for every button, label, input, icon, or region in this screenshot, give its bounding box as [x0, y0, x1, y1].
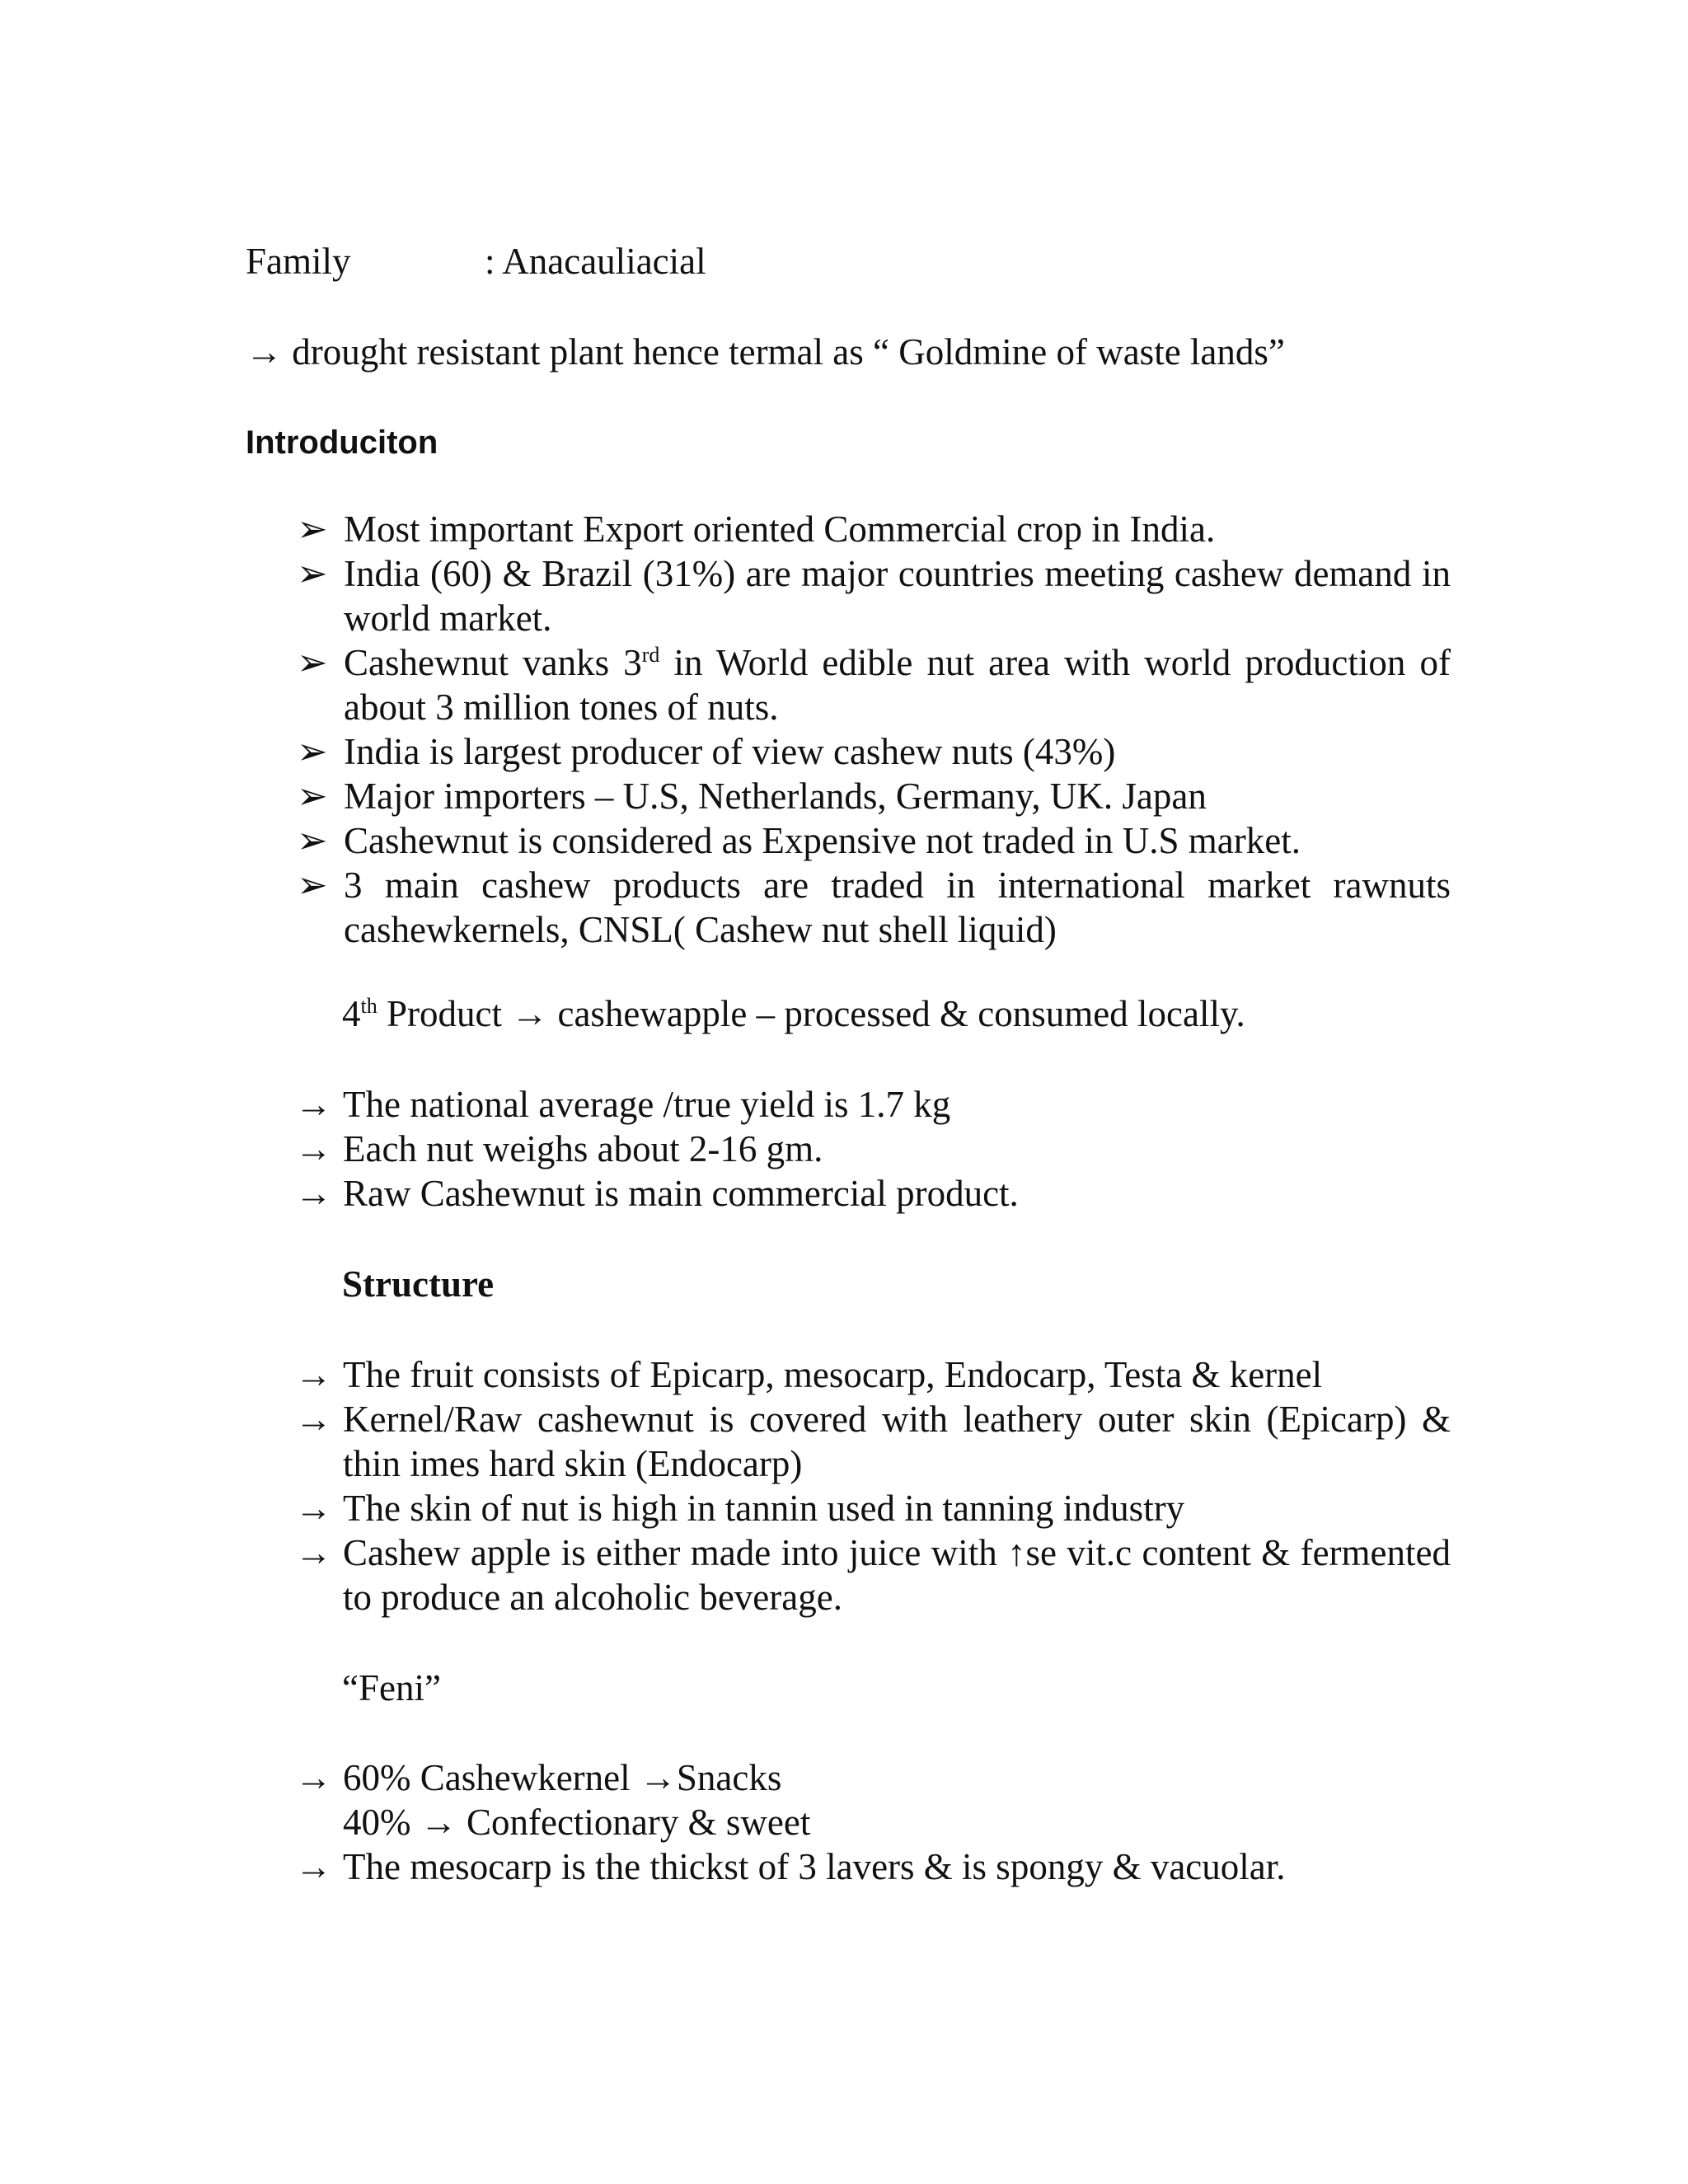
bullet-item: ➢ 3 main cashew products are traded in international market rawnuts cashewkernels, CNSL( Cashew nut shell liquid) [297, 865, 1451, 950]
uses-subline: 40% → Confectionary & sweet [343, 1802, 811, 1843]
structure-heading: Structure [342, 1263, 495, 1305]
right-arrow-icon: → [295, 1354, 332, 1395]
bullet-arrow-icon: ➢ [297, 865, 328, 906]
intro-heading: Introduciton [246, 424, 438, 461]
structure-item: → Kernel/Raw cashewnut is covered with leathery outer skin (Epicarp) & thin imes hard skin (Endocarp) [295, 1399, 1451, 1484]
fact-item: → The national average /true yield is 1.7 kg [295, 1084, 951, 1125]
bullet-arrow-icon: ➢ [297, 820, 328, 861]
right-arrow-icon: → [295, 1084, 332, 1125]
family-label: Family [246, 241, 351, 282]
intro-note: → drought resistant plant hence termal as “ Goldmine of waste lands” [246, 331, 1285, 373]
right-arrow-icon: → [295, 1128, 332, 1169]
family-row [246, 239, 706, 284]
feni-label: “Feni” [342, 1667, 441, 1708]
structure-item: → The fruit consists of Epicarp, mesocarp, Endocarp, Testa & kernel [295, 1354, 1323, 1395]
right-arrow-icon: → [295, 1846, 332, 1887]
bullet-item: ➢ Cashewnut is considered as Expensive not traded in U.S market. [297, 820, 1301, 861]
uses-item: → 60% Cashewkernel →Snacks [295, 1757, 782, 1798]
family-value: : Anacauliacial [485, 241, 706, 282]
uses-item: → The mesocarp is the thickst of 3 lavers & is spongy & vacuolar. [295, 1846, 1286, 1887]
right-arrow-icon: → [295, 1757, 332, 1798]
right-arrow-icon: → [295, 1399, 332, 1440]
bullet-arrow-icon: ➢ [297, 731, 328, 772]
right-arrow-icon: → [295, 1532, 332, 1573]
facts-list [295, 1082, 1451, 1216]
fourth-product-line: 4th Product → cashewapple – processed & consumed locally. [342, 993, 1245, 1034]
fact-item: → Raw Cashewnut is main commercial product. [295, 1173, 1019, 1214]
bullet-item: ➢ India (60) & Brazil (31%) are major countries meeting cashew demand in world market. [297, 553, 1451, 639]
bullet-item: ➢ Cashewnut vanks 3rd in World edible nut area with world production of about 3 million tones of nuts. [297, 642, 1451, 728]
bullet-arrow-icon: ➢ [297, 776, 328, 817]
bullet-item: ➢ Most important Export oriented Commercial crop in India. [297, 509, 1216, 550]
bullet-arrow-icon: ➢ [297, 642, 328, 683]
bullet-item: ➢ India is largest producer of view cashew nuts (43%) [297, 731, 1116, 772]
bullet-arrow-icon: ➢ [297, 509, 328, 550]
right-arrow-icon: → [295, 1173, 332, 1214]
structure-list [295, 1352, 1451, 1619]
fact-item: → Each nut weighs about 2-16 gm. [295, 1128, 823, 1169]
structure-item: → Cashew apple is either made into juice with ↑se vit.c content & fermented to produce an alcoholic beverage. [295, 1532, 1451, 1618]
intro-bullet-list [297, 507, 1451, 952]
bullet-arrow-icon: ➢ [297, 553, 328, 594]
structure-item: → The skin of nut is high in tannin used in tanning industry [295, 1488, 1185, 1529]
bullet-item: ➢ Major importers – U.S, Netherlands, Germany, UK. Japan [297, 776, 1207, 817]
uses-list [295, 1755, 1451, 1889]
right-arrow-icon: → [295, 1488, 332, 1529]
